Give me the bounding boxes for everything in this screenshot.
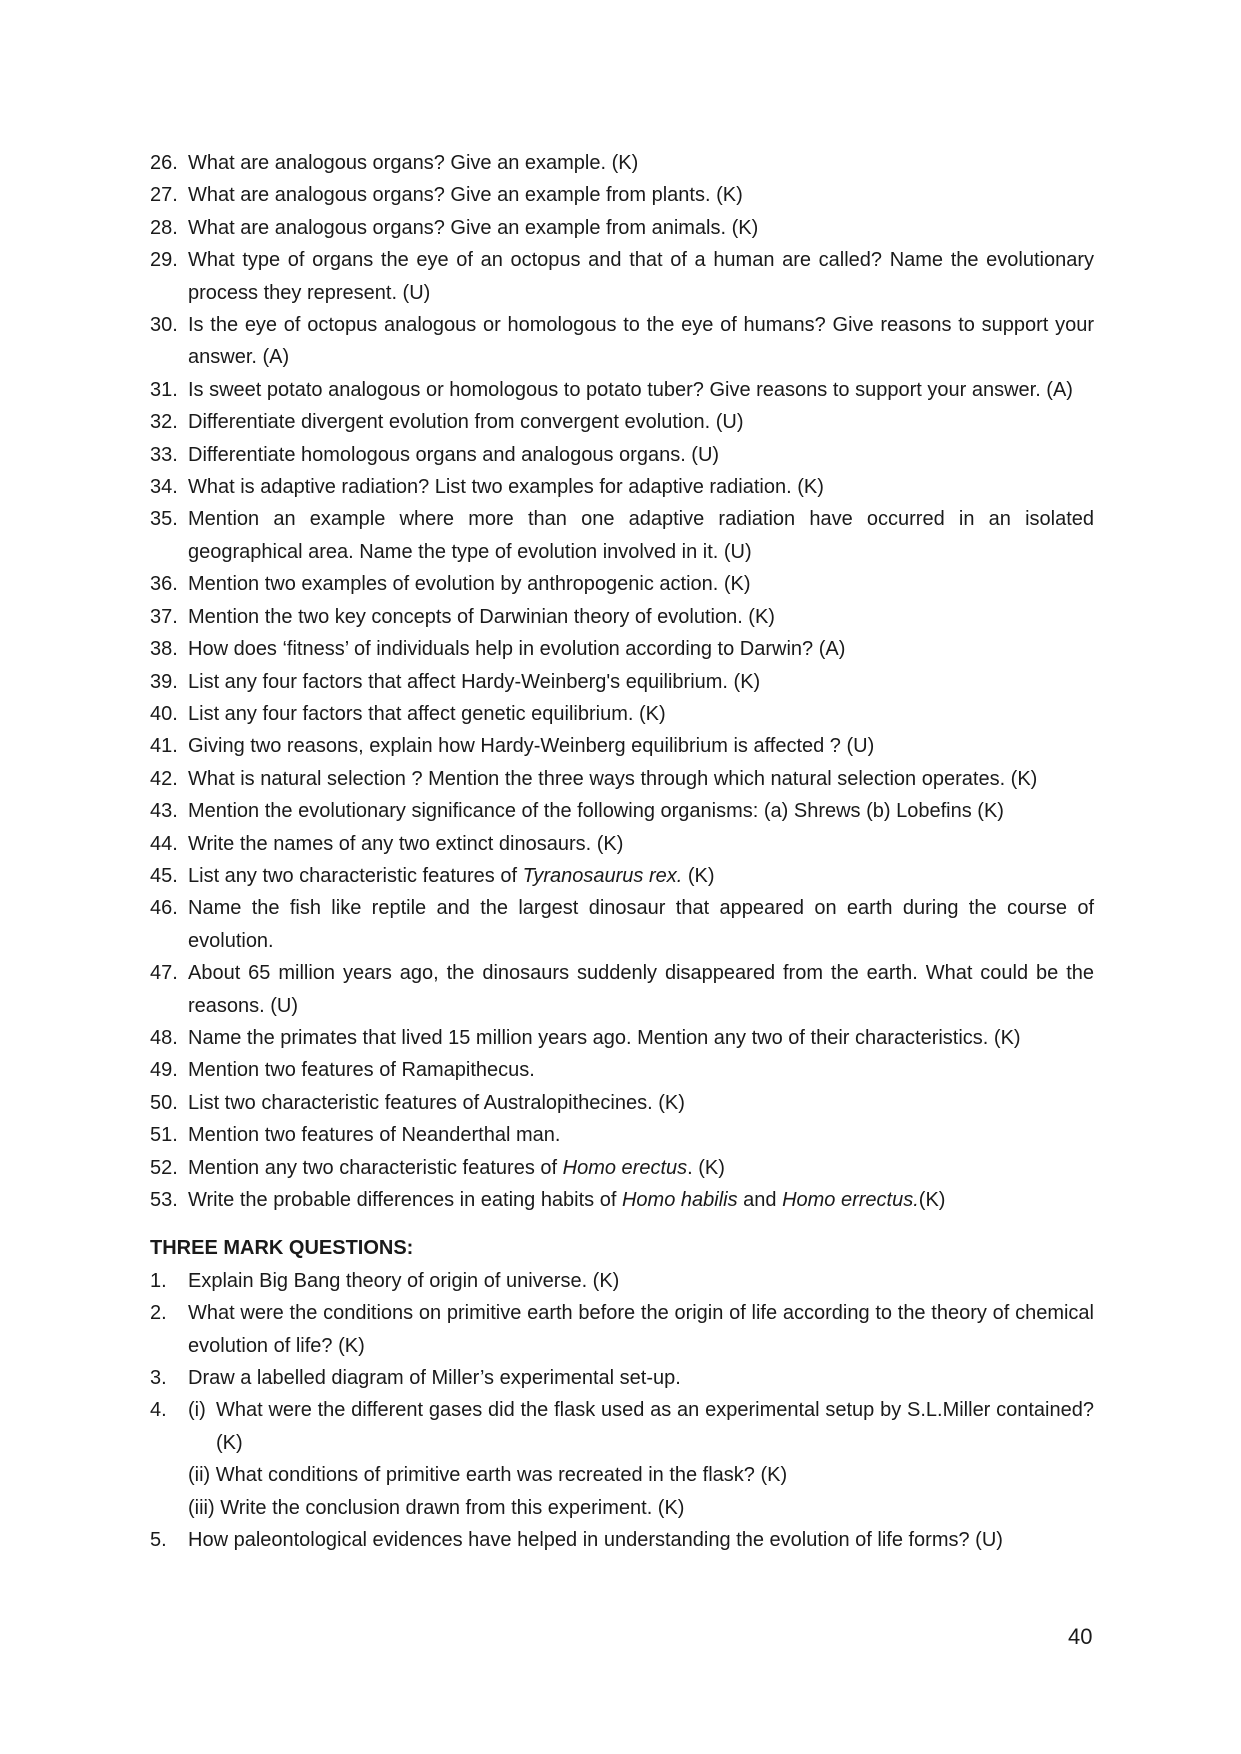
- question-35: 35. Mention an example where more than one adaptive radiation have occurred in an isolated geographical area. Name the type of evolution involved in it. (U): [150, 508, 1094, 563]
- page-number: 40: [1068, 1624, 1093, 1649]
- question-34: 34. What is adaptive radiation? List two examples for adaptive radiation. (K): [150, 476, 824, 499]
- question-53: 53. Write the probable differences in eating habits of Homo habilis and Homo errectus.(K): [150, 1189, 946, 1211]
- question-41: 41. Giving two reasons, explain how Hardy-Weinberg equilibrium is affected ? (U): [150, 735, 875, 758]
- question-list-two-mark: [150, 147, 1094, 1216]
- question-38: 38. How does ‘fitness’ of individuals help in evolution according to Darwin? (A): [150, 638, 846, 661]
- question-4: 4. (i) What were the different gases did the flask used as an experimental setup by S.L.Miller contained? (K) (ii) What conditions of primitive earth was recreated in the flask? (K) (iii) Write the conclusion drawn from this experiment. (K): [150, 1394, 1094, 1524]
- question-27: 27. What are analogous organs? Give an example from plants. (K): [150, 184, 743, 207]
- question-list-three-mark: [150, 1265, 1094, 1557]
- question-45: 45. List any two characteristic features of Tyranosaurus rex. (K): [150, 864, 715, 887]
- question-3: 3. Draw a labelled diagram of Miller’s experimental set-up.: [150, 1367, 681, 1390]
- question-42: 42. What is natural selection ? Mention the three ways through which natural selection operates. (K): [150, 767, 1038, 790]
- question-51: 51. Mention two features of Neanderthal man.: [150, 1124, 561, 1147]
- question-33: 33. Differentiate homologous organs and analogous organs. (U): [150, 443, 720, 466]
- section-heading: THREE MARK QUESTIONS:: [150, 1237, 414, 1260]
- question-1: 1. Explain Big Bang theory of origin of universe. (K): [150, 1269, 620, 1292]
- question-28: 28. What are analogous organs? Give an example from animals. (K): [150, 216, 759, 239]
- question-5: 5. How paleontological evidences have helped in understanding the evolution of life forms? (U): [150, 1529, 1003, 1552]
- question-48: 48. Name the primates that lived 15 million years ago. Mention any two of their characteristics. (K): [150, 1026, 1021, 1049]
- question-39: 39. List any four factors that affect Hardy-Weinberg's equilibrium. (K): [150, 670, 761, 693]
- question-32: 32. Differentiate divergent evolution from convergent evolution. (U): [150, 411, 744, 434]
- question-43: 43. Mention the evolutionary significance of the following organisms: (a) Shrews (b) Lobefins (K): [150, 800, 1004, 823]
- question-2: 2. What were the conditions on primitive earth before the origin of life according to the theory of chemical evolution of life? (K): [150, 1302, 1094, 1357]
- species-name: Tyranosaurus rex.: [522, 864, 683, 887]
- question-26: 26. What are analogous organs? Give an example. (K): [150, 152, 639, 174]
- sub-question-ii: (ii) What conditions of primitive earth was recreated in the flask? (K): [188, 1464, 788, 1487]
- question-52: 52. Mention any two characteristic features of Homo erectus. (K): [150, 1156, 725, 1179]
- question-29: 29. What type of organs the eye of an octopus and that of a human are called? Name the evolutionary process they represent. (U): [150, 249, 1094, 304]
- species-name: Homo erectus: [562, 1156, 688, 1179]
- question-44: 44. Write the names of any two extinct dinosaurs. (K): [150, 832, 624, 855]
- species-name: Homo habilis: [621, 1189, 738, 1211]
- sub-question-i: (i) What were the different gases did the flask used as an experimental setup by S.L.Miller contained? (K): [188, 1399, 1094, 1454]
- sub-question-iii: (iii) Write the conclusion drawn from this experiment. (K): [188, 1496, 685, 1519]
- question-40: 40. List any four factors that affect genetic equilibrium. (K): [150, 702, 666, 725]
- question-46: 46. Name the fish like reptile and the largest dinosaur that appeared on earth during the course of evolution.: [150, 897, 1094, 952]
- question-30: 30. Is the eye of octopus analogous or homologous to the eye of humans? Give reasons to support your answer. (A): [150, 314, 1094, 369]
- question-47: 47. About 65 million years ago, the dinosaurs suddenly disappeared from the earth. What could be the reasons. (U): [150, 962, 1094, 1017]
- question-37: 37. Mention the two key concepts of Darwinian theory of evolution. (K): [150, 605, 775, 628]
- question-36: 36. Mention two examples of evolution by anthropogenic action. (K): [150, 573, 751, 596]
- species-name: Homo errectus.: [782, 1189, 919, 1211]
- question-49: 49. Mention two features of Ramapithecus.: [150, 1059, 535, 1082]
- content-body: [150, 147, 1094, 1556]
- question-31: 31. Is sweet potato analogous or homologous to potato tuber? Give reasons to support your answer. (A): [150, 378, 1073, 401]
- question-50: 50. List two characteristic features of Australopithecines. (K): [150, 1091, 685, 1114]
